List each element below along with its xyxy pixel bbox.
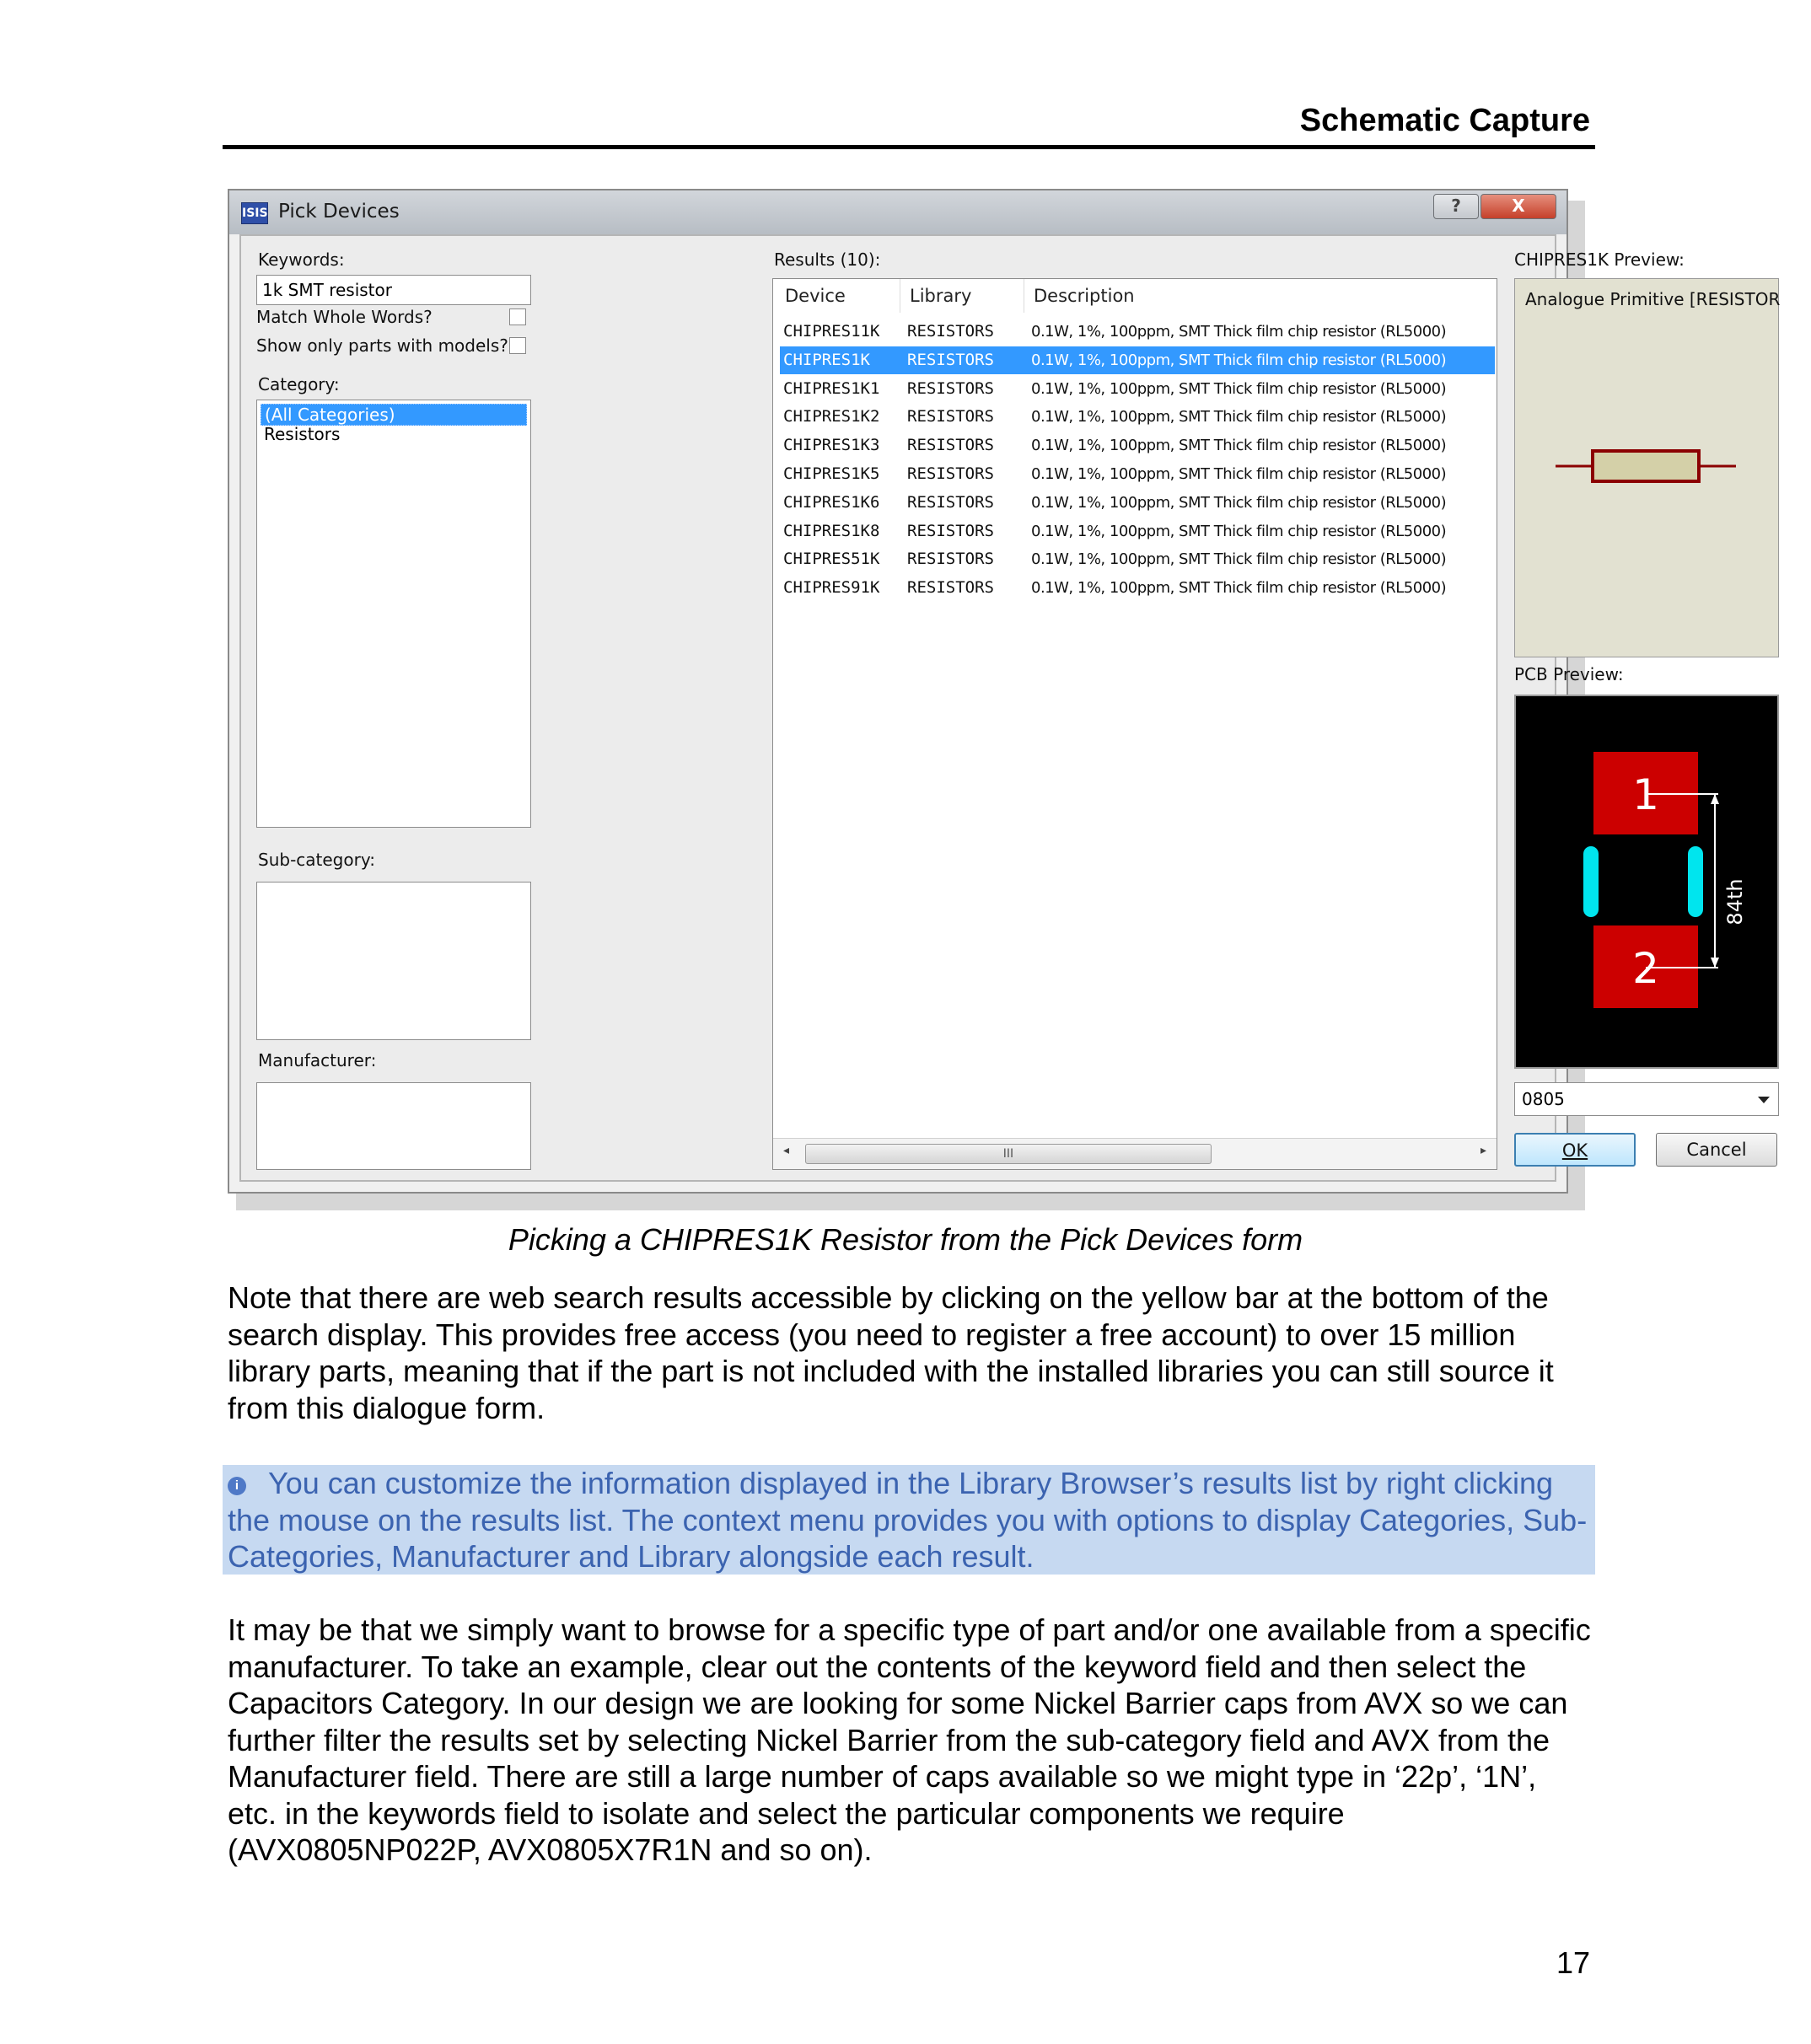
- description-cell: 0.1W, 1%, 100ppm, SMT Thick film chip resistor (RL5000): [1031, 437, 1447, 455]
- dialog-title: Pick Devices: [278, 201, 400, 223]
- subcategory-list[interactable]: [256, 882, 531, 1040]
- device-cell: CHIPRES11K: [783, 322, 880, 341]
- library-cell: RESISTORS: [907, 436, 994, 455]
- table-row[interactable]: [780, 518, 1495, 545]
- manufacturer-list[interactable]: [256, 1082, 531, 1170]
- resistor-symbol-icon: [1515, 279, 1781, 657]
- scroll-left-arrow-icon[interactable]: ◂: [783, 1144, 790, 1157]
- library-cell: RESISTORS: [907, 350, 994, 369]
- schematic-preview: [1514, 278, 1779, 657]
- device-cell: CHIPRES91K: [783, 578, 880, 598]
- pcb-preview-label: PCB Preview:: [1514, 664, 1624, 684]
- pcb-pad-2-label: 2: [1632, 944, 1659, 993]
- device-cell: CHIPRES1K2: [783, 407, 880, 427]
- section-title: Schematic Capture: [1299, 103, 1590, 138]
- device-cell: CHIPRES1K: [783, 350, 870, 369]
- library-cell: RESISTORS: [907, 492, 994, 512]
- category-item-all[interactable]: (All Categories): [261, 404, 527, 426]
- pcb-pad-1-label: 1: [1632, 770, 1659, 819]
- description-cell: 0.1W, 1%, 100ppm, SMT Thick film chip resistor (RL5000): [1031, 351, 1447, 369]
- library-cell: RESISTORS: [907, 464, 994, 483]
- title-bar[interactable]: [229, 190, 1566, 234]
- description-cell: 0.1W, 1%, 100ppm, SMT Thick film chip resistor (RL5000): [1031, 465, 1447, 483]
- pick-devices-dialog: [228, 189, 1781, 1194]
- help-button[interactable]: ?: [1433, 194, 1479, 219]
- subcategory-label: Sub-category:: [258, 850, 375, 870]
- header-rule: [223, 145, 1595, 149]
- table-row[interactable]: [780, 403, 1495, 431]
- info-note-text: You can customize the information displayed in the Library Browser’s results list by right clicking the mouse on the results list. The context menu provides you with options to display Categories, Sub-Categories, Manufacturer and Library alongside each result.: [228, 1466, 1588, 1574]
- library-cell: RESISTORS: [907, 521, 994, 540]
- show-only-models-checkbox[interactable]: [509, 337, 526, 354]
- keywords-value: 1k SMT resistor: [262, 280, 392, 300]
- manufacturer-label: Manufacturer:: [258, 1050, 377, 1070]
- pcb-silk-right: [1688, 846, 1703, 917]
- package-select[interactable]: [1514, 1082, 1779, 1116]
- library-cell: RESISTORS: [907, 378, 994, 398]
- cancel-button[interactable]: Cancel: [1656, 1133, 1777, 1167]
- table-row[interactable]: [780, 460, 1495, 488]
- figure-caption: Picking a CHIPRES1K Resistor from the Pick Devices form: [508, 1222, 1303, 1257]
- device-cell: CHIPRES1K1: [783, 378, 880, 398]
- scroll-right-arrow-icon[interactable]: ▸: [1480, 1144, 1486, 1157]
- scroll-thumb[interactable]: III: [805, 1144, 1212, 1164]
- results-label: Results (10):: [774, 249, 881, 270]
- description-cell: 0.1W, 1%, 100ppm, SMT Thick film chip resistor (RL5000): [1031, 323, 1447, 341]
- show-only-models-label: Show only parts with models?: [256, 335, 508, 356]
- pcb-dimension-label: 84th: [1723, 878, 1747, 925]
- description-cell: 0.1W, 1%, 100ppm, SMT Thick film chip resistor (RL5000): [1031, 579, 1447, 598]
- horizontal-scrollbar[interactable]: [773, 1138, 1497, 1169]
- category-item-resistors[interactable]: Resistors: [264, 424, 341, 444]
- library-cell: RESISTORS: [907, 322, 994, 341]
- device-cell: CHIPRES1K6: [783, 492, 880, 512]
- device-cell: CHIPRES1K5: [783, 464, 880, 483]
- library-cell: RESISTORS: [907, 578, 994, 598]
- match-whole-words-checkbox[interactable]: [509, 308, 526, 325]
- info-note: [223, 1465, 1595, 1575]
- table-row[interactable]: [780, 346, 1495, 374]
- description-cell: 0.1W, 1%, 100ppm, SMT Thick film chip resistor (RL5000): [1031, 493, 1447, 512]
- dialog-client: [239, 234, 1781, 1182]
- library-cell: RESISTORS: [907, 550, 994, 569]
- table-row[interactable]: [780, 432, 1495, 459]
- page-number: 17: [1556, 1945, 1590, 1980]
- ok-button-label: OK: [1561, 1140, 1588, 1161]
- column-library[interactable]: Library: [910, 286, 972, 306]
- pcb-footprint: [1516, 696, 1777, 1067]
- column-description[interactable]: Description: [1034, 286, 1135, 306]
- close-button[interactable]: X: [1481, 194, 1556, 219]
- table-row[interactable]: [780, 318, 1495, 346]
- description-cell: 0.1W, 1%, 100ppm, SMT Thick film chip resistor (RL5000): [1031, 522, 1447, 540]
- paragraph-browse: It may be that we simply want to browse for a specific type of part and/or one available from a specific manufacturer. To take an example, clear out the contents of the keyword field and then select the Capacitors Category. In our design we are looking for some Nickel Barrier caps from AVX so we can further filter the results set by selecting Nickel Barrier from the sub-category field and AVX from the Manufacturer field. There are still a large number of caps available so we might type in ‘22p’, ‘1N’, etc. in the keywords field to isolate and select the particular components we require (AVX0805NP022P, AVX0805X7R1N and so on).: [228, 1612, 1591, 1867]
- description-cell: 0.1W, 1%, 100ppm, SMT Thick film chip resistor (RL5000): [1031, 408, 1447, 427]
- table-row[interactable]: [780, 545, 1495, 573]
- device-cell: CHIPRES1K8: [783, 521, 880, 540]
- info-note-text-block: [228, 1465, 1590, 1575]
- results-list[interactable]: [772, 278, 1497, 1170]
- info-icon: i: [228, 1477, 246, 1495]
- keywords-label: Keywords:: [258, 249, 345, 270]
- preview-text: Analogue Primitive [RESISTOR: [1525, 289, 1781, 309]
- match-whole-words-label: Match Whole Words?: [256, 307, 433, 327]
- description-cell: 0.1W, 1%, 100ppm, SMT Thick film chip resistor (RL5000): [1031, 379, 1447, 398]
- ok-button[interactable]: [1514, 1133, 1636, 1167]
- table-row[interactable]: [780, 375, 1495, 403]
- category-list[interactable]: [256, 400, 531, 828]
- device-cell: CHIPRES51K: [783, 550, 880, 569]
- device-cell: CHIPRES1K3: [783, 436, 880, 455]
- description-cell: 0.1W, 1%, 100ppm, SMT Thick film chip resistor (RL5000): [1031, 550, 1447, 569]
- library-cell: RESISTORS: [907, 407, 994, 427]
- pcb-silk-left: [1583, 846, 1599, 917]
- table-row[interactable]: [780, 489, 1495, 517]
- pcb-preview: [1514, 695, 1779, 1069]
- app-icon: ISIS: [241, 202, 268, 224]
- table-row[interactable]: [780, 574, 1495, 602]
- keywords-input[interactable]: [256, 275, 531, 305]
- package-value: 0805: [1522, 1089, 1565, 1109]
- chevron-down-icon[interactable]: [1758, 1097, 1770, 1103]
- category-label: Category:: [258, 374, 340, 394]
- preview-label: CHIPRES1K Preview:: [1514, 249, 1685, 270]
- paragraph-web-search: Note that there are web search results accessible by clicking on the yellow bar at the bottom of the search display. This provides free access (you need to register a free account) to over 15 million library parts, meaning that if the part is not included with the installed libraries you can still source it from this dialogue form.: [228, 1280, 1554, 1425]
- column-device[interactable]: Device: [785, 286, 846, 306]
